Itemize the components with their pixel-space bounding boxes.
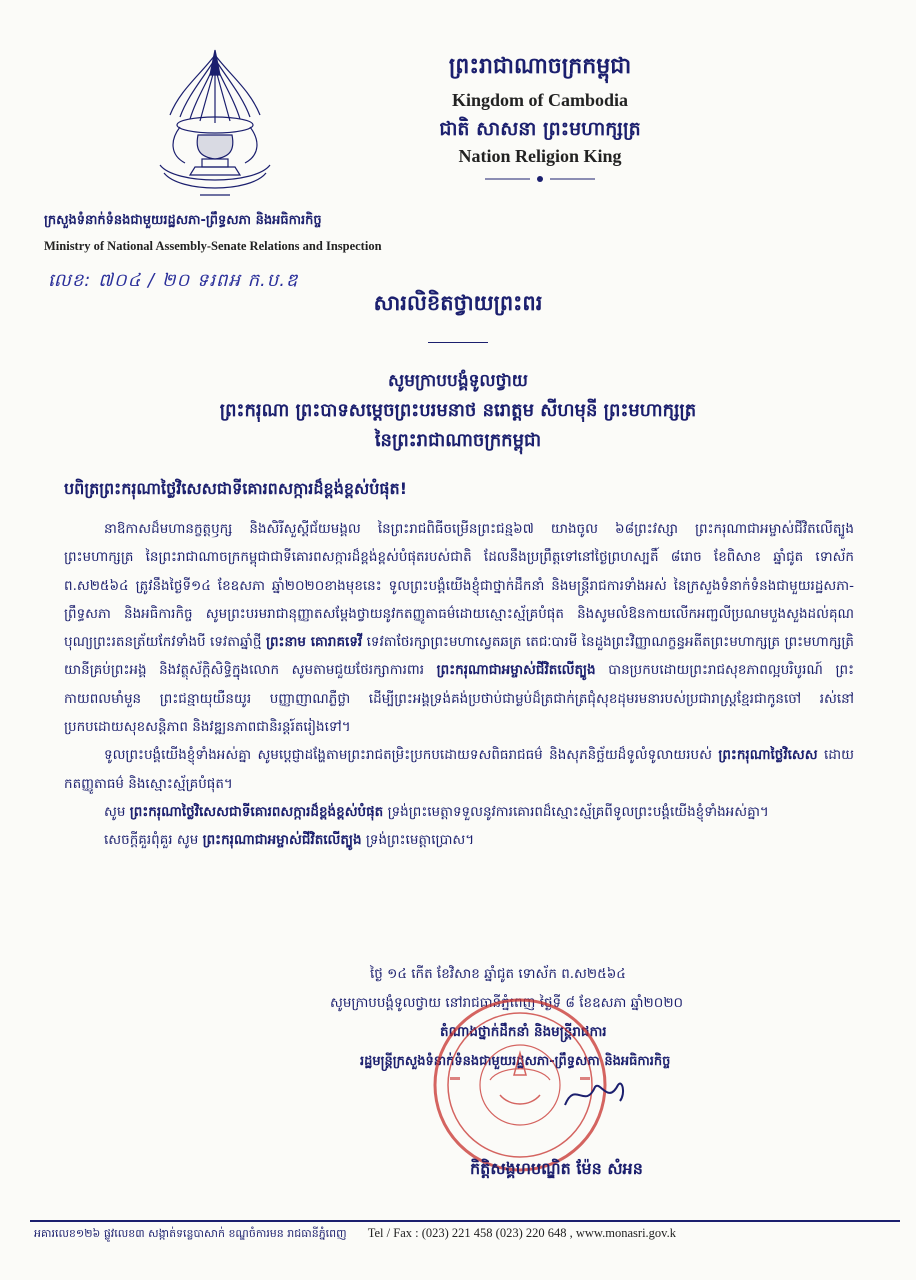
salutation: បពិត្រព្រះករុណាថ្លៃវិសេសជាទីគោរពសក្ការដ៏ខ្ពង់ខ្ពស់បំផុត! [64,479,407,498]
p1-text-c: ទេវតាថែរក្សាព្រះមហាស្វេតឆត្រ តេជៈបារមី នៃដួងព្រះវិញ្ញាណក្ខន្ធអតីតព្រះមហាក្សត្រ ព្រះមហាក្សត្រិយានីគ្រប់ព្រះអង្គ និងវត្ថុស័ក្តិសិទ្ធិក្នុងលោក សូមតាមជួយថែរក្សាការពារ [64,634,854,679]
signer-role-1: តំណាងថ្នាក់ដឹកនាំ និងមន្ត្រីរាជការ [440,1024,607,1040]
lunar-date: ថ្ងៃ ១៤ កើត ខែវិសាខ ឆ្នាំជូត ទោស័ក ព.ស២៥៦៤ [370,966,626,982]
letter-body [64,515,854,855]
place-date: សូមក្រាបបង្គំទូលថ្វាយ នៅរាជធានីភ្នំពេញ ថ្ងៃទី ៨ ខែឧសភា ឆ្នាំ២០២០ [330,995,684,1011]
footer [34,1226,914,1243]
p3-text-c: ទ្រង់ព្រះមេត្តាទទួលនូវការគោរពដ៏ស្មោះស្ម័គ្រពីទូលព្រះបង្គំយើងខ្ញុំទាំងអស់គ្នា។ [387,803,769,820]
address-line-3: នៃព្រះរាជាណាចក្រកម្ពុជា [374,430,542,451]
paragraph-1 [64,515,854,741]
p1-text-a: នាឱកាសដ៏មហានក្ខត្តឫក្ស និងសិរីសួស្តីជ័យមង្គល នៃព្រះរាជពិធីចម្រើនព្រះជន្ម៦៧ យាងចូល ៦៨ព្រះវស្សា ព្រះករុណាជាអម្ចាស់ជីវិតលើត្បូង ព្រះមហាក្សត្រ នៃព្រះរាជាណាចក្រកម្ពុជាជាទីគោរពសក្ការដ៏ខ្ពង់ខ្ពស់បំផុតរបស់ជាតិ ដែលនឹងប្រព្រឹត្តទៅនៅថ្ងៃព្រហស្បតិ៍ ៨រោច ខែពិសាខ ឆ្នាំជូត ទោស័ក ព.ស២៥៦៤ ត្រូវនឹងថ្ងៃទី១៤ ខែឧសភា ឆ្នាំ២០២០ខាងមុខនេះ ទូលព្រះបង្គំយើងខ្ញុំជាថ្នាក់ដឹកនាំ និងមន្ត្រីរាជការទាំងអស់ នៃក្រសួងទំនាក់ទំនងជាមួយរដ្ឋសភា-ព្រឹទ្ធសភា និងអធិការកិច្ច សូមព្រះបរមរាជានុញ្ញាតសម្តែងថ្វាយនូវកតញ្ញូតាធម៌ដោយស្មោះស្ម័គ្របំផុត និងសូមលំឱនកាយលើកអញ្ជលីប្រណមបួងសួងដល់គុណបុណ្យព្រះរតនត្រ័យកែវទាំងបី ទេវតាឆ្នាំថ្មី [64,521,854,651]
p2-text-c: ដោយកតញ្ញូតាធម៌ និងស្មោះស្ម័គ្របំផុត។ [64,747,854,792]
p3-text-b: ព្រះករុណាថ្លៃវិសេសជាទីគោរពសក្ការដ៏ខ្ពង់ខ្ពស់បំផុត [129,803,384,820]
ministry-name-kh: ក្រសួងទំនាក់ទំនងជាមួយរដ្ឋសភា-ព្រឹទ្ធសភា និងអធិការកិច្ច [44,213,322,228]
paragraph-4 [64,826,854,854]
p2-text-a: ទូលព្រះបង្គំយើងខ្ញុំទាំងអស់គ្នា សូមប្តេជ្ញាដង្ហែតាមព្រះរាជតម្រិះប្រកបដោយទសពិធរាជធម៌ និងសុភនិច្ឆ័យដ៏ទូលំទូលាយរបស់ [104,747,712,764]
ministry-name-en: Ministry of National Assembly-Senate Relations and Inspection [44,239,382,253]
kingdom-title-kh: ព្រះរាជាណាចក្រកម្ពុជា [448,54,632,79]
kingdom-title-en: Kingdom of Cambodia [451,90,629,110]
p4-text-a: សេចក្តីគួរពុំគួរ សូម [104,832,199,849]
handwritten-signature [560,1075,630,1115]
motto-kh: ជាតិ សាសនា ព្រះមហាក្សត្រ [439,118,641,140]
ministry-block [44,212,424,254]
title-underline [428,342,488,343]
paragraph-3 [64,798,854,826]
p1-text-e: បានប្រកបដោយព្រះរាជសុខភាពល្អបរិបូរណ៍ ព្រះកាយពលមាំមួន ព្រះជន្មាយុយឺនយូរ បញ្ញាញាណភ្លឺថ្លា ដើម្បីព្រះអង្គទ្រង់គង់ប្រថាប់ជាម្លប់ដ៏ត្រជាក់ត្រជុំសុខដុមរមនារបស់ប្រជារាស្ត្រខ្មែរជាកូនចៅ រស់នៅប្រកបដោយសុខសន្តិភាព និងវឌ្ឍនភាពជានិរន្តរ៍តរៀងទៅ។ [64,662,855,736]
footer-address: អគារលេខ១២៦ ផ្លូវលេខ៣ សង្កាត់ទន្លេបាសាក់ ខណ្ឌចំការមន រាជធានីភ្នំពេញ [34,1227,347,1240]
footer-contact: Tel / Fax : (023) 221 458 (023) 220 648 , www.monasri.gov.k [367,1226,676,1240]
p1-text-b: ព្រះនាម គោរាគទេវី [265,634,363,651]
p2-text-b: ព្រះករុណាថ្លៃវិសេស [718,747,818,764]
royal-emblem-logo [140,45,290,210]
ornament-divider [485,174,595,184]
p4-text-b: ព្រះករុណាជាអម្ចាស់ជីវិតលើត្បូង [202,832,362,849]
motto-en: Nation Religion King [458,146,622,166]
p1-text-d: ព្រះករុណាជាអម្ចាស់ជីវិតលើត្បូង [436,662,596,679]
signer-role-2: រដ្ឋមន្ត្រីក្រសួងទំនាក់ទំនងជាមួយរដ្ឋសភា-ព្រឹទ្ធសភា និងអធិការកិច្ច [360,1054,671,1069]
paragraph-2 [64,741,854,798]
address-line-1: សូមក្រាបបង្គំទូលថ្វាយ [388,371,528,391]
signer-name: កិត្តិសង្គហបណ្ឌិត ម៉ែន សំអន [470,1159,643,1178]
footer-divider [30,1220,900,1222]
address-line-2: ព្រះករុណា ព្រះបាទសម្តេចព្រះបរមនាថ នរោត្តម សីហមុនី ព្រះមហាក្សត្រ [219,400,697,421]
p4-text-c: ទ្រង់ព្រះមេត្តាប្រោស។ [365,832,475,849]
document-title: សារលិខិតថ្វាយព្រះពរ [373,291,543,315]
p3-text-a: សូម [104,803,126,820]
reference-number: លេខ: ៧០៤ / ២០ ទរពអ ក.ប.ឌ [48,270,299,291]
